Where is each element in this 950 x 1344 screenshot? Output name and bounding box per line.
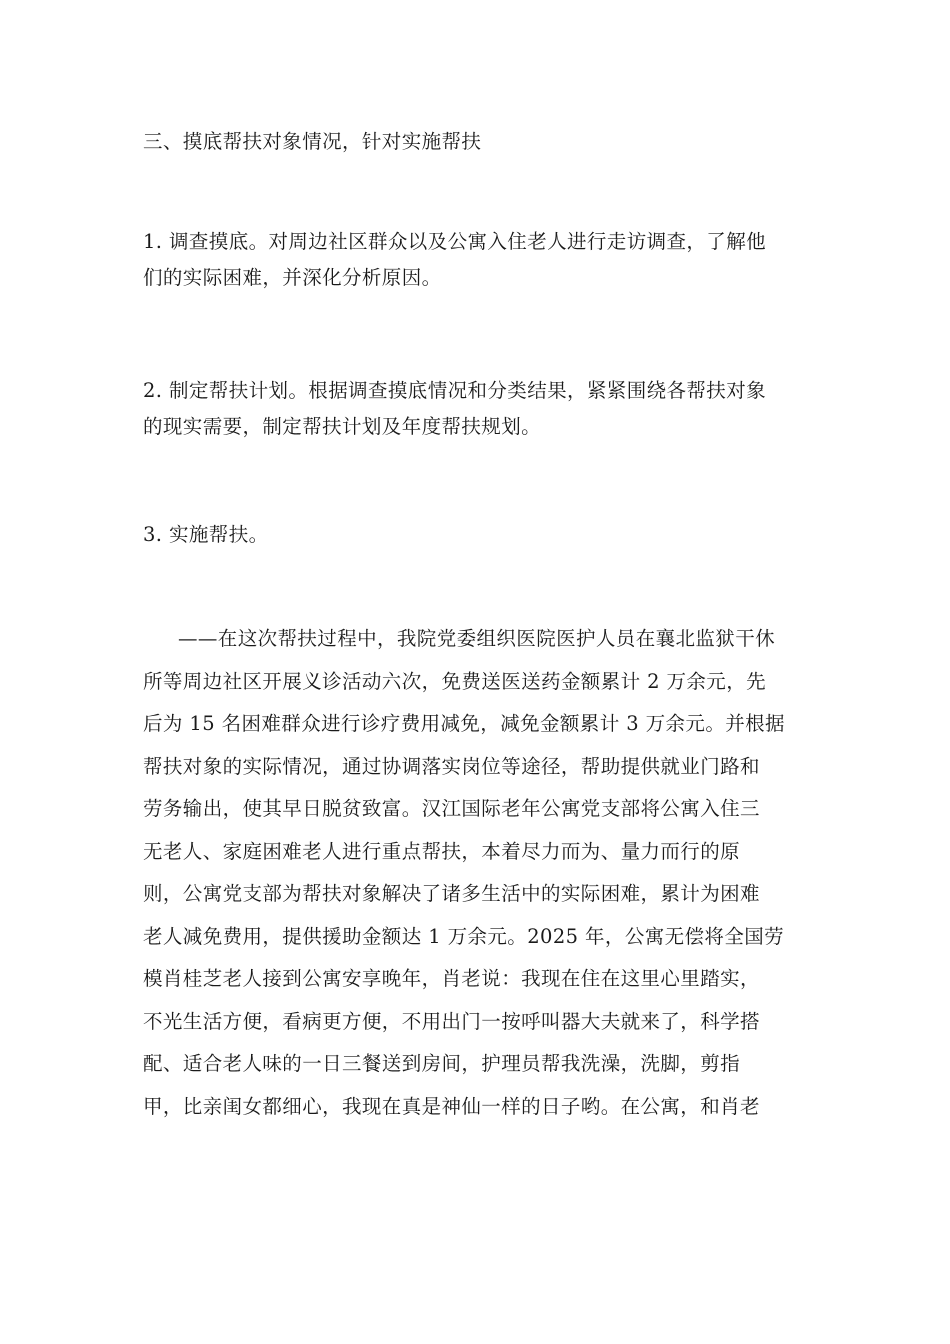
body-line: 劳务输出，使其早日脱贫致富。汉江国际老年公寓党支部将公寓入住三 <box>143 797 760 820</box>
item-2-line-2: 的现实需要，制定帮扶计划及年度帮扶规划。 <box>143 415 542 438</box>
item-3-line-1: 3. 实施帮扶。 <box>143 523 269 546</box>
body-line: 后为 15 名困难群众进行诊疗费用减免，减免金额累计 3 万余元。并根据 <box>143 712 785 735</box>
body-line: 甲，比亲闺女都细心，我现在真是神仙一样的日子哟。在公寓，和肖老 <box>143 1094 760 1118</box>
body-line: 所等周边社区开展义诊活动六次，免费送医送药金额累计 2 万余元，先 <box>143 669 767 693</box>
item-1-line-1: 1. 调查摸底。对周边社区群众以及公寓入住老人进行走访调查，了解他 <box>143 230 767 253</box>
body-line: 配、适合老人味的一日三餐送到房间，护理员帮我洗澡，洗脚，剪指 <box>143 1052 741 1075</box>
body-line: 则，公寓党支部为帮扶对象解决了诸多生活中的实际困难，累计为困难 <box>143 882 760 905</box>
item-2-paragraph <box>143 373 823 445</box>
body-line: 老人减免费用，提供援助金额达 1 万余元。2025 年，公寓无偿将全国劳 <box>143 924 785 948</box>
body-line: 无老人、家庭困难老人进行重点帮扶，本着尽力而为、量力而行的原 <box>143 839 741 863</box>
body-line: ——在这次帮扶过程中，我院党委组织医院医护人员在襄北监狱干休 <box>178 627 776 650</box>
body-line: 不光生活方便，看病更方便，不用出门一按呼叫器大夫就来了，科学搭 <box>143 1009 760 1033</box>
body-line: 模肖桂芝老人接到公寓安享晚年，肖老说：我现在住在这里心里踏实， <box>143 967 760 990</box>
body-line: 帮扶对象的实际情况，通过协调落实岗位等途径，帮助提供就业门路和 <box>143 754 760 778</box>
body-paragraph <box>143 618 823 1128</box>
section-heading-text: 三、摸底帮扶对象情况，针对实施帮扶 <box>143 130 482 153</box>
item-1-line-2: 们的实际困难，并深化分析原因。 <box>143 266 442 289</box>
item-1-paragraph <box>143 224 823 296</box>
item-3-paragraph <box>143 517 823 553</box>
section-heading <box>143 124 823 160</box>
item-2-line-1: 2. 制定帮扶计划。根据调查摸底情况和分类结果，紧紧围绕各帮扶对象 <box>143 379 767 402</box>
